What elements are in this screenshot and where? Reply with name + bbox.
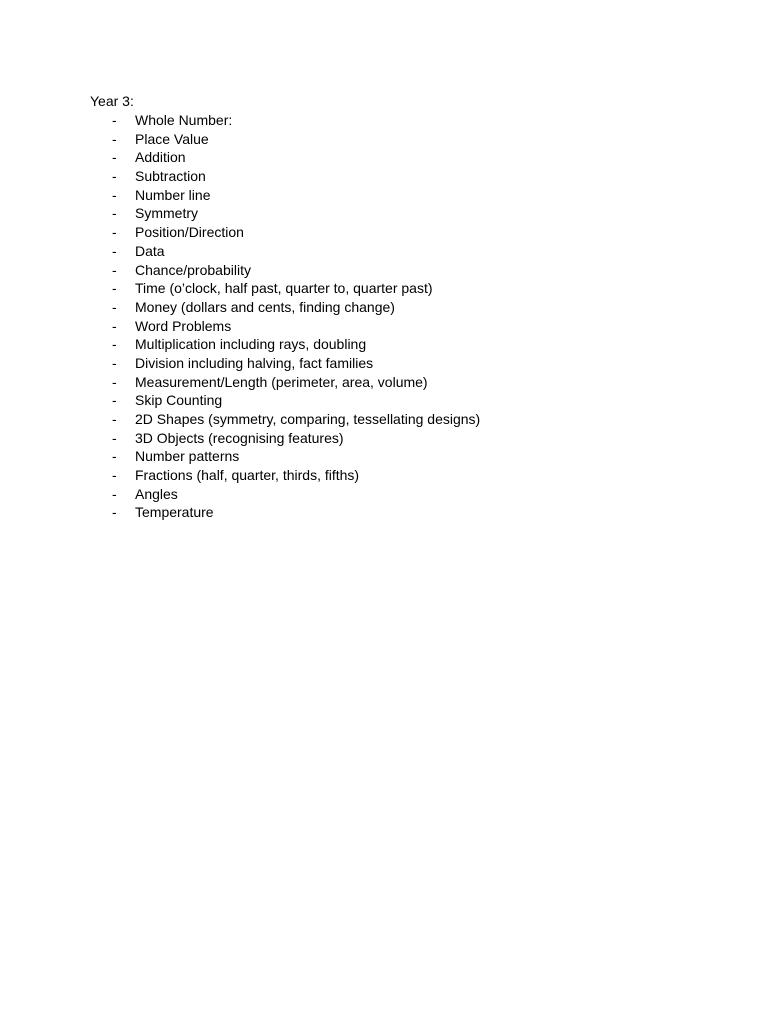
list-bullet-dash: -: [112, 485, 117, 502]
list-bullet-dash: -: [112, 373, 117, 390]
list-bullet-dash: -: [112, 298, 117, 315]
list-item-text: Time (o’clock, half past, quarter to, quarter past): [135, 280, 433, 297]
list-bullet-dash: -: [112, 205, 117, 222]
list-bullet-dash: -: [112, 224, 117, 241]
list-bullet-dash: -: [112, 317, 117, 334]
list-item-text: Subtraction: [135, 168, 206, 185]
list-bullet-dash: -: [112, 242, 117, 259]
list-item-text: Data: [135, 242, 165, 259]
list-item-text: Addition: [135, 149, 186, 166]
list-bullet-dash: -: [112, 130, 117, 147]
list-item-text: Number patterns: [135, 448, 240, 465]
list-item-text: Chance/probability: [135, 261, 251, 278]
list-item-text: Position/Direction: [135, 224, 244, 241]
list-item-text: Measurement/Length (perimeter, area, volume): [135, 373, 428, 390]
list-item-text: Place Value: [135, 130, 209, 147]
list-item-text: Money (dollars and cents, finding change): [135, 298, 395, 315]
list-bullet-dash: -: [112, 429, 117, 446]
list-bullet-dash: -: [112, 504, 117, 521]
list-bullet-dash: -: [112, 149, 117, 166]
list-bullet-dash: -: [112, 112, 117, 128]
list-item-text: Temperature: [135, 504, 214, 521]
list-bullet-dash: -: [112, 336, 117, 353]
list-bullet-dash: -: [112, 392, 117, 409]
list-item-text: 2D Shapes (symmetry, comparing, tessellating designs): [135, 411, 481, 427]
list-bullet-dash: -: [112, 261, 117, 278]
list-item-text: Word Problems: [135, 317, 232, 334]
list-bullet-dash: -: [112, 280, 117, 297]
list-item-text: Symmetry: [135, 205, 198, 222]
list-bullet-dash: -: [112, 186, 117, 203]
list-bullet-dash: -: [112, 467, 117, 484]
list-bullet-dash: -: [112, 354, 117, 371]
page-heading: Year 3:: [90, 93, 134, 109]
list-bullet-dash: -: [112, 448, 117, 465]
list-item-text: Number line: [135, 186, 211, 203]
list-item-text: Skip Counting: [135, 392, 223, 409]
list-item-text: Fractions (half, quarter, thirds, fifths): [135, 467, 360, 484]
list-item-text: 3D Objects (recognising features): [135, 429, 344, 446]
list-bullet-dash: -: [112, 168, 117, 185]
list-item-text: Multiplication including rays, doubling: [135, 336, 367, 353]
list-item-text: Whole Number:: [135, 112, 233, 128]
list-item-text: Division including halving, fact families: [135, 354, 374, 371]
list-bullet-dash: -: [112, 411, 117, 427]
list-item-text: Angles: [135, 485, 178, 502]
